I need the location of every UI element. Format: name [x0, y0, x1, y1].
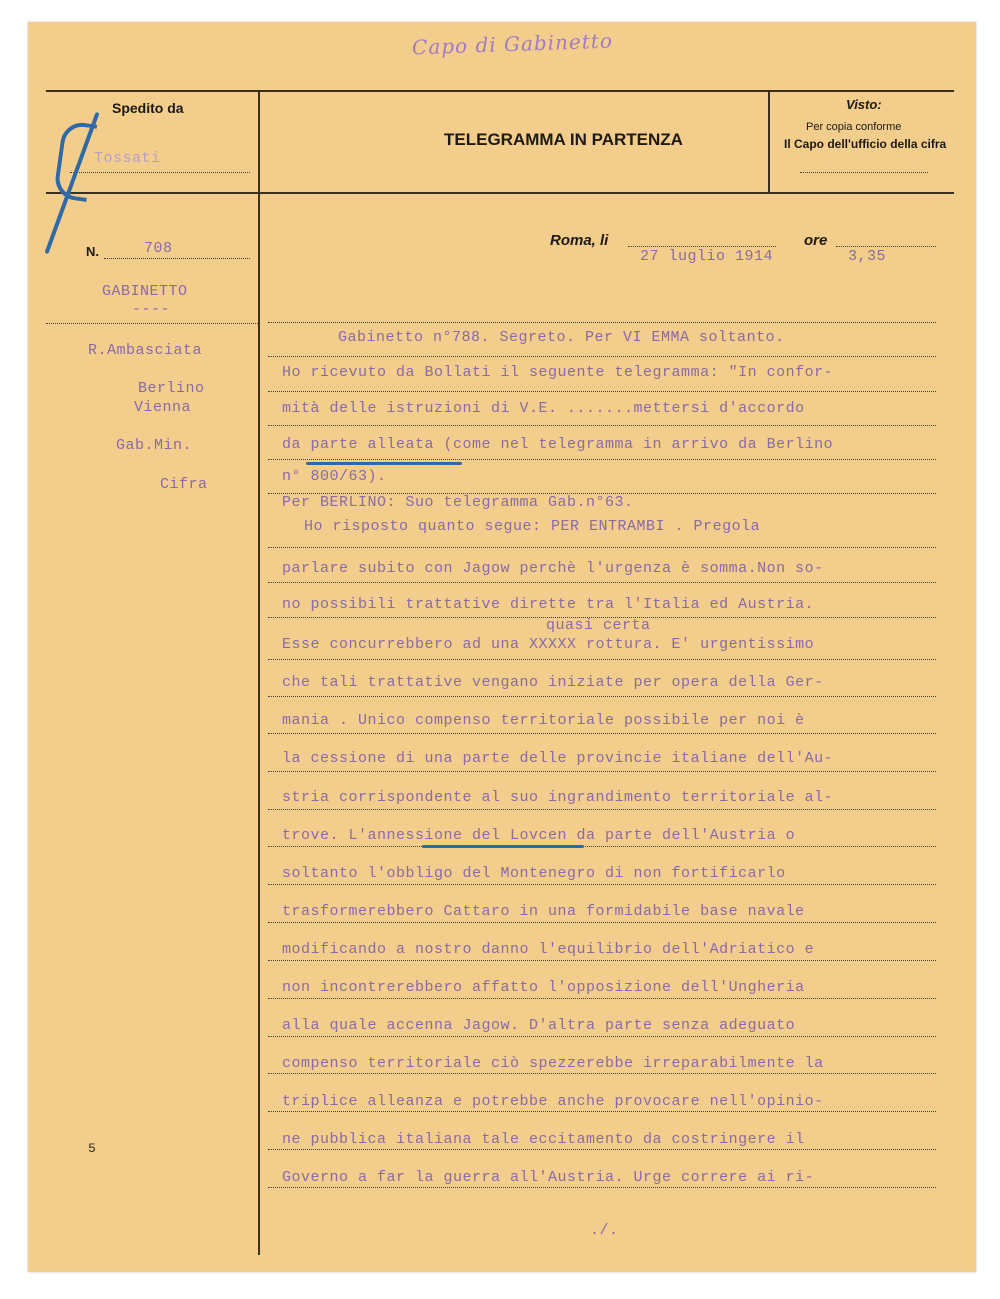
number-value: 708 [144, 240, 173, 257]
gabinetto-dash: ---- [132, 301, 171, 318]
body-line-5: Per BERLINO: Suo telegramma Gab.n°63. [282, 494, 634, 511]
body-line-11: che tali trattative vengano iniziate per opera della Ger- [282, 674, 824, 691]
sent-from-value: Tossati [94, 150, 161, 167]
body-line-21: compenso territoriale ciò spezzerebbe irreparabilmente la [282, 1055, 824, 1072]
number-line [104, 258, 250, 259]
continuation-mark: ./. [590, 1222, 619, 1239]
body-line-18: modificando a nostro danno l'equilibrio dell'Adriatico e [282, 941, 815, 958]
rule-line [268, 356, 936, 357]
body-line-2: mità delle istruzioni di V.E. .......mettersi d'accordo [282, 400, 805, 417]
left-separator [46, 323, 258, 324]
capo-ufficio-label: Il Capo dell'ufficio della cifra [784, 137, 947, 151]
time-value: 3,35 [848, 248, 887, 265]
rule-line [268, 391, 936, 392]
gabinetto-label: GABINETTO [102, 283, 188, 300]
body-line-4: n° 800/63). [282, 468, 387, 485]
body-line-7: parlare subito con Jagow perchè l'urgenza è somma.Non so- [282, 560, 824, 577]
rule-line [268, 960, 936, 961]
body-line-3: da parte alleata (come nel telegramma in arrivo da Berlino [282, 436, 834, 453]
rule-line [268, 1111, 936, 1112]
body-line-17: trasformerebbero Cattaro in una formidabile base navale [282, 903, 805, 920]
rule-line [268, 922, 936, 923]
header-bottom-rule [46, 192, 954, 194]
rule-line [268, 998, 936, 999]
rule-line [268, 733, 936, 734]
body-line-12: mania . Unico compenso territoriale possibile per noi è [282, 712, 805, 729]
handwritten-annotation: Capo di Gabinetto [411, 28, 614, 60]
body-line-15: trove. L'annessione del Lovcen da parte dell'Austria o [282, 827, 796, 844]
capo-signature-line [800, 172, 928, 173]
rule-line [268, 659, 936, 660]
blue-underline-alleata [306, 462, 462, 465]
recipient-2: Vienna [134, 399, 192, 416]
body-line-1: Ho ricevuto da Bollati il seguente telegramma: "In confor- [282, 364, 834, 381]
number-label: N. [86, 244, 99, 259]
body-line-20: alla quale accenna Jagow. D'altra parte senza adeguato [282, 1017, 796, 1034]
right-column-rule [768, 90, 770, 192]
body-line-22: triplice alleanza e potrebbe anche provocare nell'opinio- [282, 1093, 824, 1110]
left-column-rule [258, 90, 260, 1255]
header-top-rule [46, 90, 954, 92]
body-line-8: no possibili trattative dirette tra l'Italia ed Austria. [282, 596, 815, 613]
rule-line [268, 582, 936, 583]
body-line-24: Governo a far la guerra all'Austria. Urge correre ai ri- [282, 1169, 815, 1186]
recipient-1: Berlino [138, 380, 205, 397]
rule-line [268, 459, 936, 460]
date-line [628, 246, 776, 247]
rule-line [268, 809, 936, 810]
body-line-6: Ho risposto quanto segue: PER ENTRAMBI . Pregola [304, 518, 761, 535]
rule-line [268, 1073, 936, 1074]
rule-line [268, 322, 936, 323]
recipient-4: Cifra [160, 476, 208, 493]
body-line-14: stria corrispondente al suo ingrandimento territoriale al- [282, 789, 834, 806]
roma-label: Roma, li [550, 232, 609, 249]
body-line-16: soltanto l'obbligo del Montenegro di non fortificarlo [282, 865, 786, 882]
telegram-title: TELEGRAMMA IN PARTENZA [444, 130, 683, 149]
body-line-19: non incontrerebbero affatto l'opposizione dell'Ungheria [282, 979, 805, 996]
time-line [836, 246, 936, 247]
rule-line [268, 425, 936, 426]
sent-from-line [70, 172, 250, 173]
recipient-0: R.Ambasciata [88, 342, 203, 359]
body-line-10: Esse concurrebbero ad una XXXXX rottura. E' urgentissimo [282, 636, 815, 653]
body-line-23: ne pubblica italiana tale eccitamento da costringere il [282, 1131, 805, 1148]
rule-line [268, 1036, 936, 1037]
blue-underline-lovcen [422, 845, 584, 848]
ore-label: ore [804, 232, 828, 249]
rule-line [268, 1187, 936, 1188]
rule-line [268, 884, 936, 885]
margin-mark: 5 [88, 1141, 97, 1156]
body-line-13: la cessione di una parte delle provincie italiane dell'Au- [282, 750, 834, 767]
body-line-9: quasi certa [546, 617, 651, 634]
visto-label: Visto: [846, 97, 882, 112]
rule-line [268, 696, 936, 697]
date-value: 27 luglio 1914 [640, 248, 774, 265]
rule-line [268, 771, 936, 772]
sent-from-label: Spedito da [112, 100, 184, 116]
per-copia-label: Per copia conforme [806, 121, 902, 133]
body-line-0: Gabinetto n°788. Segreto. Per VI EMMA soltanto. [338, 329, 785, 346]
rule-line [268, 846, 936, 847]
recipient-3: Gab.Min. [116, 437, 193, 454]
rule-line [268, 547, 936, 548]
rule-line [268, 1149, 936, 1150]
